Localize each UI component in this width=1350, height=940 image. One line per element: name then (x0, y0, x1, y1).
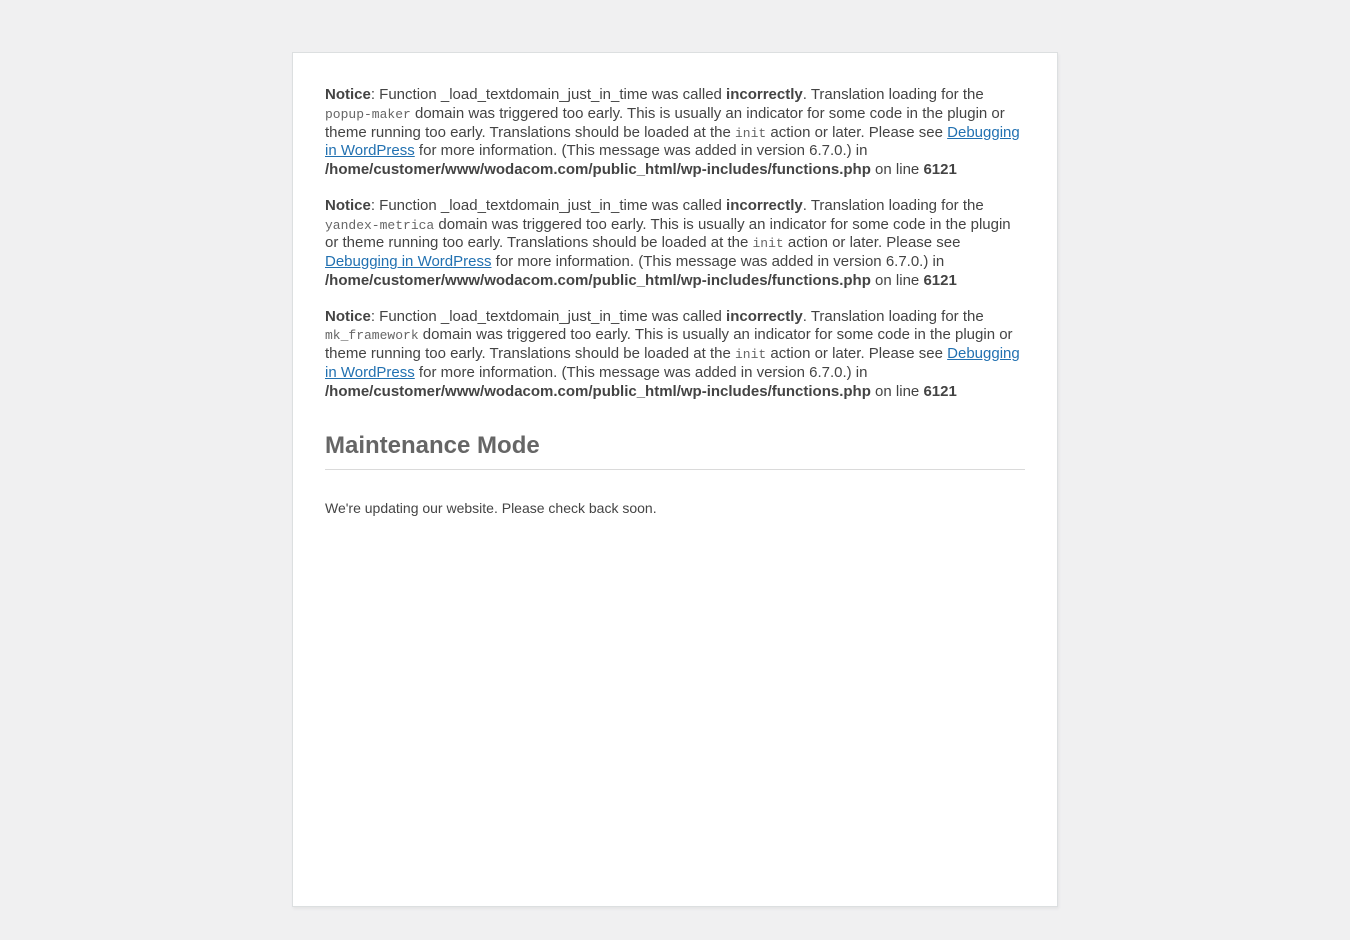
notice-text: domain was triggered too early. This is usually an indicator for some code in the plugin or theme running too early. Translations should be loaded at the (325, 215, 1011, 252)
file-path: /home/customer/www/wodacom.com/public_html/wp-includes/functions.php (325, 161, 871, 178)
notice-text: . Translation loading for the (802, 307, 984, 325)
debugging-in-wordpress-link[interactable]: Debugging in WordPress (325, 123, 1020, 160)
file-path: /home/customer/www/wodacom.com/public_html/wp-includes/functions.php (325, 382, 871, 400)
content-card (292, 52, 1058, 907)
debugging-in-wordpress-link[interactable]: Debugging in WordPress (325, 253, 492, 270)
notice-emphasis: incorrectly (726, 307, 803, 325)
text-domain-code: popup-maker (325, 106, 411, 122)
notice-emphasis: incorrectly (726, 196, 803, 214)
maintenance-mode-title: Maintenance Mode (325, 433, 1025, 469)
notice-text: action or later. Please see (766, 123, 948, 141)
notice-text: : Function _load_textdomain_just_in_time was called (370, 307, 727, 325)
notice-label: Notice (325, 307, 371, 325)
notice-text: domain was triggered too early. This is usually an indicator for some code in the plugin or theme running too early. Translations should be loaded at the (325, 326, 1013, 362)
notice-text: for more information. (This message was added in version 6.7.0.) in (491, 253, 945, 270)
notice-text: on line (870, 382, 924, 400)
maintenance-message: We're updating our website. Please check back soon. (325, 499, 657, 516)
php-notice-yandex-metrica (325, 197, 1025, 291)
text-domain-code: mk_framework (325, 328, 419, 344)
notice-text: on line (870, 161, 924, 178)
notice-text: action or later. Please see (783, 234, 961, 252)
file-path: /home/customer/www/wodacom.com/public_html/wp-includes/functions.php (325, 271, 871, 289)
notice-label: Notice (325, 86, 371, 103)
notice-text: on line (870, 271, 924, 289)
line-number: 6121 (923, 382, 957, 400)
notice-text: for more information. (This message was added in version 6.7.0.) in (414, 142, 868, 160)
debugging-in-wordpress-link[interactable]: Debugging in WordPress (325, 345, 1020, 381)
notice-text: action or later. Please see (766, 345, 948, 362)
init-code: init (752, 236, 784, 252)
page-background (0, 52, 1350, 907)
line-number: 6121 (923, 161, 957, 178)
notice-label: Notice (325, 196, 371, 214)
text-domain-code: yandex-metrica (325, 217, 435, 233)
notice-text: . Translation loading for the (802, 196, 984, 214)
notice-text: for more information. (This message was added in version 6.7.0.) in (414, 363, 868, 381)
line-number: 6121 (923, 271, 957, 289)
init-code: init (735, 347, 767, 362)
notice-text: : Function _load_textdomain_just_in_time was called (370, 196, 727, 214)
php-notice-mk-framework (325, 308, 1025, 402)
notice-text: : Function _load_textdomain_just_in_time was called (370, 86, 727, 103)
init-code: init (735, 125, 767, 141)
notice-emphasis: incorrectly (726, 86, 803, 103)
php-notice-popup-maker (325, 86, 1025, 180)
notice-text: domain was triggered too early. This is usually an indicator for some code in the plugin or theme running too early. Translations should be loaded at the (325, 104, 1005, 141)
notice-text: . Translation loading for the (802, 86, 984, 103)
